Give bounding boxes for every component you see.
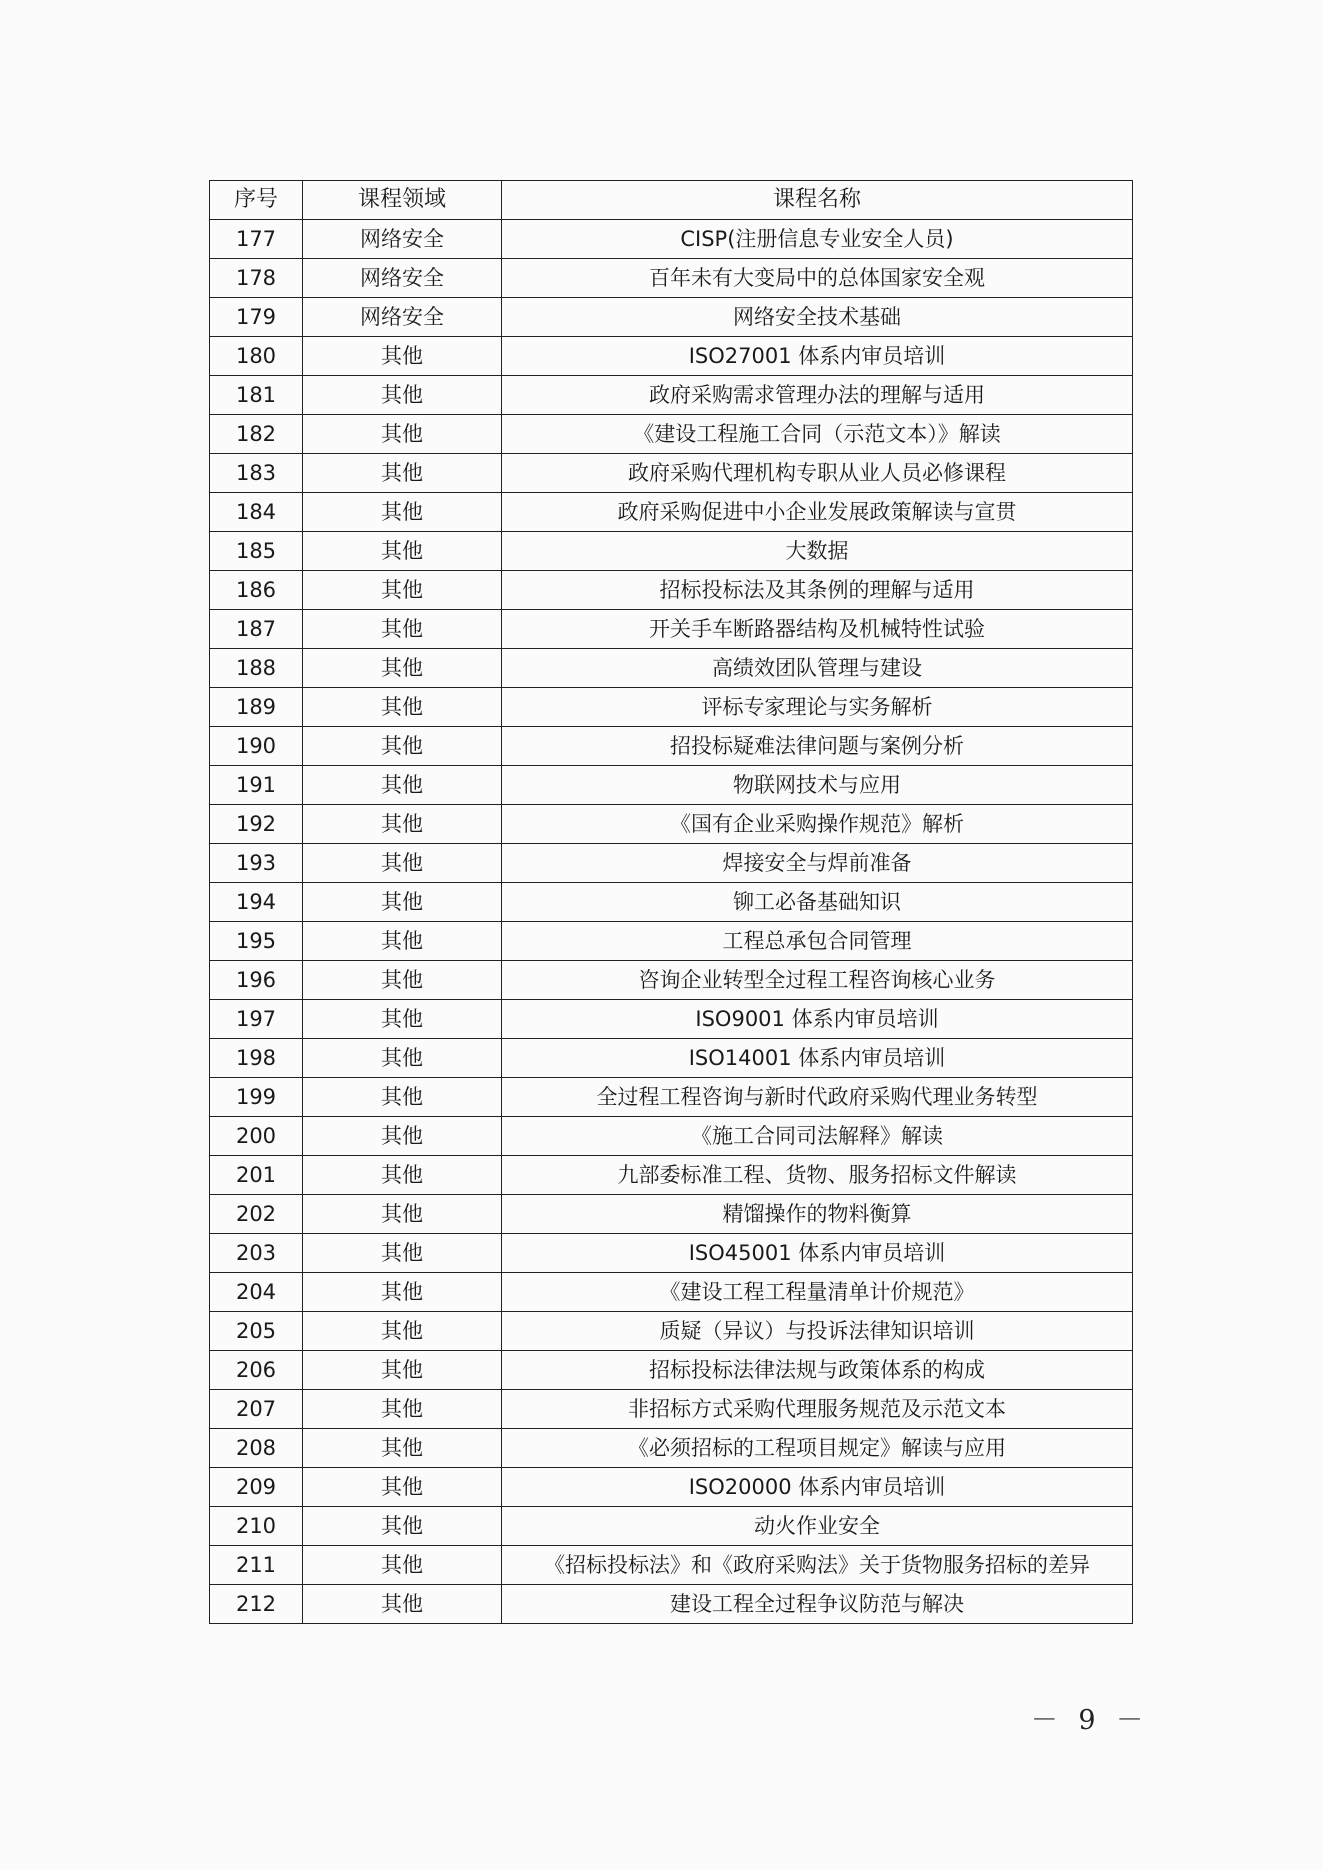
- cell-course-name: 招投标疑难法律问题与案例分析: [502, 727, 1133, 766]
- cell-number: 191: [210, 766, 303, 805]
- cell-course-name: ISO20000 体系内审员培训: [502, 1468, 1133, 1507]
- cell-field: 其他: [303, 766, 502, 805]
- cell-course-name: ISO45001 体系内审员培训: [502, 1234, 1133, 1273]
- cell-course-name: 《必须招标的工程项目规定》解读与应用: [502, 1429, 1133, 1468]
- table-row: [210, 376, 1133, 415]
- cell-field: 其他: [303, 1078, 502, 1117]
- header-number: 序号: [210, 181, 303, 220]
- cell-number: 177: [210, 220, 303, 259]
- cell-field: 其他: [303, 1312, 502, 1351]
- cell-number: 179: [210, 298, 303, 337]
- cell-course-name: 非招标方式采购代理服务规范及示范文本: [502, 1390, 1133, 1429]
- table-row: [210, 1585, 1133, 1624]
- cell-number: 178: [210, 259, 303, 298]
- cell-course-name: 招标投标法律法规与政策体系的构成: [502, 1351, 1133, 1390]
- cell-field: 其他: [303, 1351, 502, 1390]
- cell-course-name: 九部委标准工程、货物、服务招标文件解读: [502, 1156, 1133, 1195]
- cell-number: 189: [210, 688, 303, 727]
- cell-number: 180: [210, 337, 303, 376]
- cell-course-name: 《施工合同司法解释》解读: [502, 1117, 1133, 1156]
- cell-number: 196: [210, 961, 303, 1000]
- table-row: [210, 883, 1133, 922]
- cell-number: 193: [210, 844, 303, 883]
- cell-course-name: 动火作业安全: [502, 1507, 1133, 1546]
- cell-field: 其他: [303, 1156, 502, 1195]
- cell-number: 207: [210, 1390, 303, 1429]
- cell-field: 其他: [303, 1546, 502, 1585]
- cell-field: 其他: [303, 649, 502, 688]
- cell-course-name: 工程总承包合同管理: [502, 922, 1133, 961]
- table-row: [210, 454, 1133, 493]
- cell-field: 其他: [303, 922, 502, 961]
- cell-number: 200: [210, 1117, 303, 1156]
- table-row: [210, 1507, 1133, 1546]
- cell-course-name: 咨询企业转型全过程工程咨询核心业务: [502, 961, 1133, 1000]
- table-row: [210, 961, 1133, 1000]
- table-row: [210, 688, 1133, 727]
- table-row: [210, 727, 1133, 766]
- course-table: [209, 180, 1133, 1624]
- cell-field: 其他: [303, 1117, 502, 1156]
- cell-course-name: 全过程工程咨询与新时代政府采购代理业务转型: [502, 1078, 1133, 1117]
- cell-number: 197: [210, 1000, 303, 1039]
- table-row: [210, 1546, 1133, 1585]
- table-row: [210, 1195, 1133, 1234]
- cell-field: 其他: [303, 844, 502, 883]
- cell-course-name: ISO27001 体系内审员培训: [502, 337, 1133, 376]
- cell-field: 其他: [303, 1000, 502, 1039]
- cell-course-name: 《建设工程工程量清单计价规范》: [502, 1273, 1133, 1312]
- cell-number: 185: [210, 532, 303, 571]
- cell-field: 其他: [303, 727, 502, 766]
- cell-course-name: 建设工程全过程争议防范与解决: [502, 1585, 1133, 1624]
- cell-course-name: 网络安全技术基础: [502, 298, 1133, 337]
- table-row: [210, 1234, 1133, 1273]
- cell-field: 其他: [303, 376, 502, 415]
- cell-number: 182: [210, 415, 303, 454]
- cell-number: 202: [210, 1195, 303, 1234]
- cell-course-name: ISO14001 体系内审员培训: [502, 1039, 1133, 1078]
- cell-course-name: ISO9001 体系内审员培训: [502, 1000, 1133, 1039]
- cell-number: 186: [210, 571, 303, 610]
- cell-field: 其他: [303, 688, 502, 727]
- cell-field: 其他: [303, 1429, 502, 1468]
- table-row: [210, 415, 1133, 454]
- cell-number: 183: [210, 454, 303, 493]
- cell-number: 211: [210, 1546, 303, 1585]
- cell-field: 其他: [303, 1585, 502, 1624]
- cell-number: 194: [210, 883, 303, 922]
- cell-course-name: CISP(注册信息专业安全人员): [502, 220, 1133, 259]
- cell-course-name: 《建设工程施工合同（示范文本）》解读: [502, 415, 1133, 454]
- table-row: [210, 766, 1133, 805]
- cell-field: 网络安全: [303, 298, 502, 337]
- cell-number: 188: [210, 649, 303, 688]
- table-row: [210, 610, 1133, 649]
- cell-field: 其他: [303, 454, 502, 493]
- cell-field: 其他: [303, 1507, 502, 1546]
- cell-field: 网络安全: [303, 259, 502, 298]
- cell-number: 184: [210, 493, 303, 532]
- cell-field: 其他: [303, 1039, 502, 1078]
- table-row: [210, 922, 1133, 961]
- cell-number: 201: [210, 1156, 303, 1195]
- cell-field: 其他: [303, 571, 502, 610]
- cell-field: 其他: [303, 1390, 502, 1429]
- header-field: 课程领域: [303, 181, 502, 220]
- cell-course-name: 政府采购需求管理办法的理解与适用: [502, 376, 1133, 415]
- table-row: [210, 649, 1133, 688]
- page-number: － 9 －: [1030, 1705, 1150, 1736]
- table-row: [210, 1117, 1133, 1156]
- table-row: [210, 493, 1133, 532]
- cell-number: 203: [210, 1234, 303, 1273]
- table-row: [210, 1000, 1133, 1039]
- cell-course-name: 高绩效团队管理与建设: [502, 649, 1133, 688]
- table-row: [210, 220, 1133, 259]
- cell-course-name: 精馏操作的物料衡算: [502, 1195, 1133, 1234]
- cell-course-name: 物联网技术与应用: [502, 766, 1133, 805]
- cell-number: 209: [210, 1468, 303, 1507]
- table-row: [210, 1039, 1133, 1078]
- cell-course-name: 百年未有大变局中的总体国家安全观: [502, 259, 1133, 298]
- cell-number: 205: [210, 1312, 303, 1351]
- table-row: [210, 571, 1133, 610]
- cell-number: 187: [210, 610, 303, 649]
- cell-field: 其他: [303, 1234, 502, 1273]
- table-row: [210, 805, 1133, 844]
- table-header-row: [210, 181, 1133, 220]
- table-row: [210, 1429, 1133, 1468]
- cell-course-name: 大数据: [502, 532, 1133, 571]
- cell-field: 其他: [303, 1195, 502, 1234]
- cell-field: 其他: [303, 415, 502, 454]
- table-row: [210, 1312, 1133, 1351]
- cell-number: 198: [210, 1039, 303, 1078]
- cell-field: 其他: [303, 610, 502, 649]
- cell-course-name: 开关手车断路器结构及机械特性试验: [502, 610, 1133, 649]
- cell-field: 其他: [303, 1468, 502, 1507]
- cell-course-name: 《招标投标法》和《政府采购法》关于货物服务招标的差异: [502, 1546, 1133, 1585]
- cell-course-name: 政府采购促进中小企业发展政策解读与宣贯: [502, 493, 1133, 532]
- cell-field: 网络安全: [303, 220, 502, 259]
- cell-course-name: 质疑（异议）与投诉法律知识培训: [502, 1312, 1133, 1351]
- header-course-name: 课程名称: [502, 181, 1133, 220]
- cell-course-name: 《国有企业采购操作规范》解析: [502, 805, 1133, 844]
- table-row: [210, 1390, 1133, 1429]
- table-row: [210, 1156, 1133, 1195]
- cell-field: 其他: [303, 805, 502, 844]
- table-body: [210, 220, 1133, 1624]
- cell-number: 181: [210, 376, 303, 415]
- cell-number: 192: [210, 805, 303, 844]
- table-row: [210, 1468, 1133, 1507]
- cell-number: 206: [210, 1351, 303, 1390]
- cell-number: 190: [210, 727, 303, 766]
- cell-course-name: 铆工必备基础知识: [502, 883, 1133, 922]
- table-row: [210, 1273, 1133, 1312]
- table-row: [210, 532, 1133, 571]
- cell-number: 208: [210, 1429, 303, 1468]
- cell-field: 其他: [303, 1273, 502, 1312]
- cell-number: 210: [210, 1507, 303, 1546]
- table-row: [210, 844, 1133, 883]
- cell-course-name: 政府采购代理机构专职从业人员必修课程: [502, 454, 1133, 493]
- cell-field: 其他: [303, 883, 502, 922]
- cell-number: 212: [210, 1585, 303, 1624]
- table-row: [210, 337, 1133, 376]
- cell-field: 其他: [303, 337, 502, 376]
- table-row: [210, 1351, 1133, 1390]
- cell-field: 其他: [303, 532, 502, 571]
- cell-course-name: 焊接安全与焊前准备: [502, 844, 1133, 883]
- cell-field: 其他: [303, 961, 502, 1000]
- cell-number: 195: [210, 922, 303, 961]
- cell-number: 199: [210, 1078, 303, 1117]
- cell-course-name: 评标专家理论与实务解析: [502, 688, 1133, 727]
- table-row: [210, 298, 1133, 337]
- cell-number: 204: [210, 1273, 303, 1312]
- cell-field: 其他: [303, 493, 502, 532]
- table-row: [210, 1078, 1133, 1117]
- table-row: [210, 259, 1133, 298]
- cell-course-name: 招标投标法及其条例的理解与适用: [502, 571, 1133, 610]
